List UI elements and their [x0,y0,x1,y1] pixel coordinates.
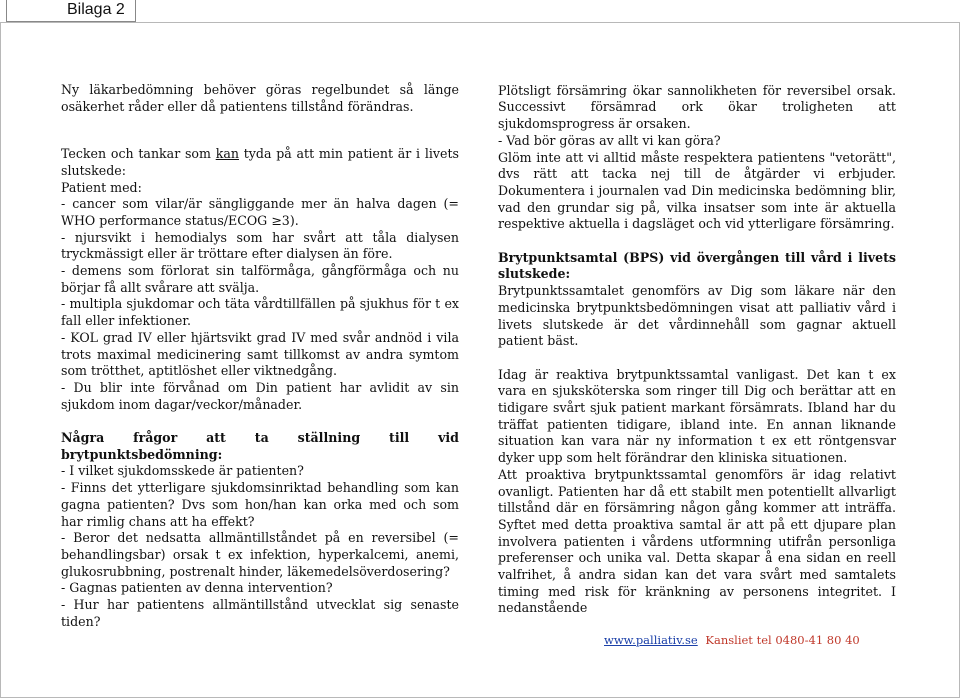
paragraph: Plötsligt försämring ökar sannolikheten för reversibel orsak. Successivt försämrad ork ökar troligheten att sjukdomsprogress är orsaken. [498,82,896,132]
paragraph: - Vad bör göras av allt vi kan göra? [498,132,721,148]
paragraph: Att proaktiva brytpunktssamtal genomförs är idag relativt ovanligt. Patienten har då ett stabilt men potentiellt allvarligt tillstånd där en försämring någon gång kommer att inträffa. Syftet med detta proaktiva samtal är att på ett djupare plan involvera patienten i vårdens utformning utifrån personliga preferenser och unika val. Detta skapar å ena sidan en reell valfrihet, å andra sidan kan det vara svårt med samtalets timing med risk för kränkning av personens integritet. I nedanstående [498,466,896,616]
office-phone: Kansliet tel 0480-41 80 40 [705,633,860,647]
question-item: - Hur har patientens allmäntillstånd utvecklat sig senaste tiden? [61,597,459,629]
list-item: - KOL grad IV eller hjärtsvikt grad IV med svår andnöd i vila trots maximal medicinering samt tillkomst av andra symtom som trötthet, aptitlöshet eller viktnedgång. [61,329,459,379]
right-column [498,66,896,617]
footer [604,633,860,647]
bps-heading: Brytpunktsamtal (BPS) vid övergången till vård i livets slutskede: [498,249,896,282]
question-item: - Beror det nedsatta allmäntillståndet på en reversibel (= behandlingsbar) orsak t ex infektion, hyperkalcemi, anemi, glukosrubbning, postrenalt hinder, läkemedelsöverdosering? [61,530,459,579]
appendix-label: Bilaga 2 [6,0,136,22]
left-column [61,82,459,630]
list-item: - njursvikt i hemodialys som har svårt att tåla dialysen tryckmässigt eller är tröttare efter dialysen än före. [61,229,459,262]
signs-heading: Tecken och tankar som kan tyda på att min patient är i livets slutskede: [61,146,459,178]
paragraph: Brytpunktssamtalet genomförs av Dig som läkare när den medicinska brytpunktsbedömningen visat att palliativ vård i livets slutskede är det vårdinnehåll som gagnar aktuell patient bäst. [498,283,896,349]
website-link[interactable]: www.palliativ.se [604,633,698,647]
paragraph: Idag är reaktiva brytpunktssamtal vanligast. Det kan t ex vara en sjuksköterska som ringer till Dig och berättar att en tidigare svårt sjuk patient markant försämrats. Ibland har du träffat patienten tidigare, ibland inte. En annan liknande situation kan vara när ny information t ex ett röntgensvar dyker upp som helt förändrar den kliniska situationen. [498,366,896,466]
paragraph: Glöm inte att vi alltid måste respektera patientens "vetorätt", dvs rätt att tacka nej till de åtgärder vi erbjuder. Dokumentera i journalen vad Din medicinska bedömning blir, vad den grundar sig på, vilka insatser som inte är aktuella respektive aktuella i dagsläget och vid ytterligare försämring. [498,149,896,232]
list-item: - Du blir inte förvånad om Din patient har avlidit av sin sjukdom inom dagar/veckor/månader. [61,379,459,412]
list-item: - demens som förlorat sin talförmåga, gångförmåga och nu börjar få allt svårare att svälja. [61,263,459,295]
intro-paragraph: Ny läkarbedömning behöver göras regelbundet så länge osäkerhet råder eller då patientens tillstånd förändras. [61,82,459,114]
question-item: - Gagnas patienten av denna intervention? [61,580,333,596]
list-item: - multipla sjukdomar och täta vårdtillfällen på sjukhus för t ex fall eller infektioner. [61,296,459,329]
patient-med-label: Patient med: [61,179,142,195]
questions-heading: Några frågor att ta ställning till vid brytpunktsbedömning: [61,430,459,462]
header-bar [0,0,960,22]
question-item: - Finns det ytterligare sjukdomsinriktad behandling som kan gagna patienten? Dvs som hon/han kan orka med och som har rimlig chans att ha effekt? [61,480,459,529]
list-item: - cancer som vilar/är sängliggande mer än halva dagen (= WHO performance status/ECOG ≥3). [61,196,459,228]
question-item: - I vilket sjukdomsskede är patienten? [61,463,304,479]
